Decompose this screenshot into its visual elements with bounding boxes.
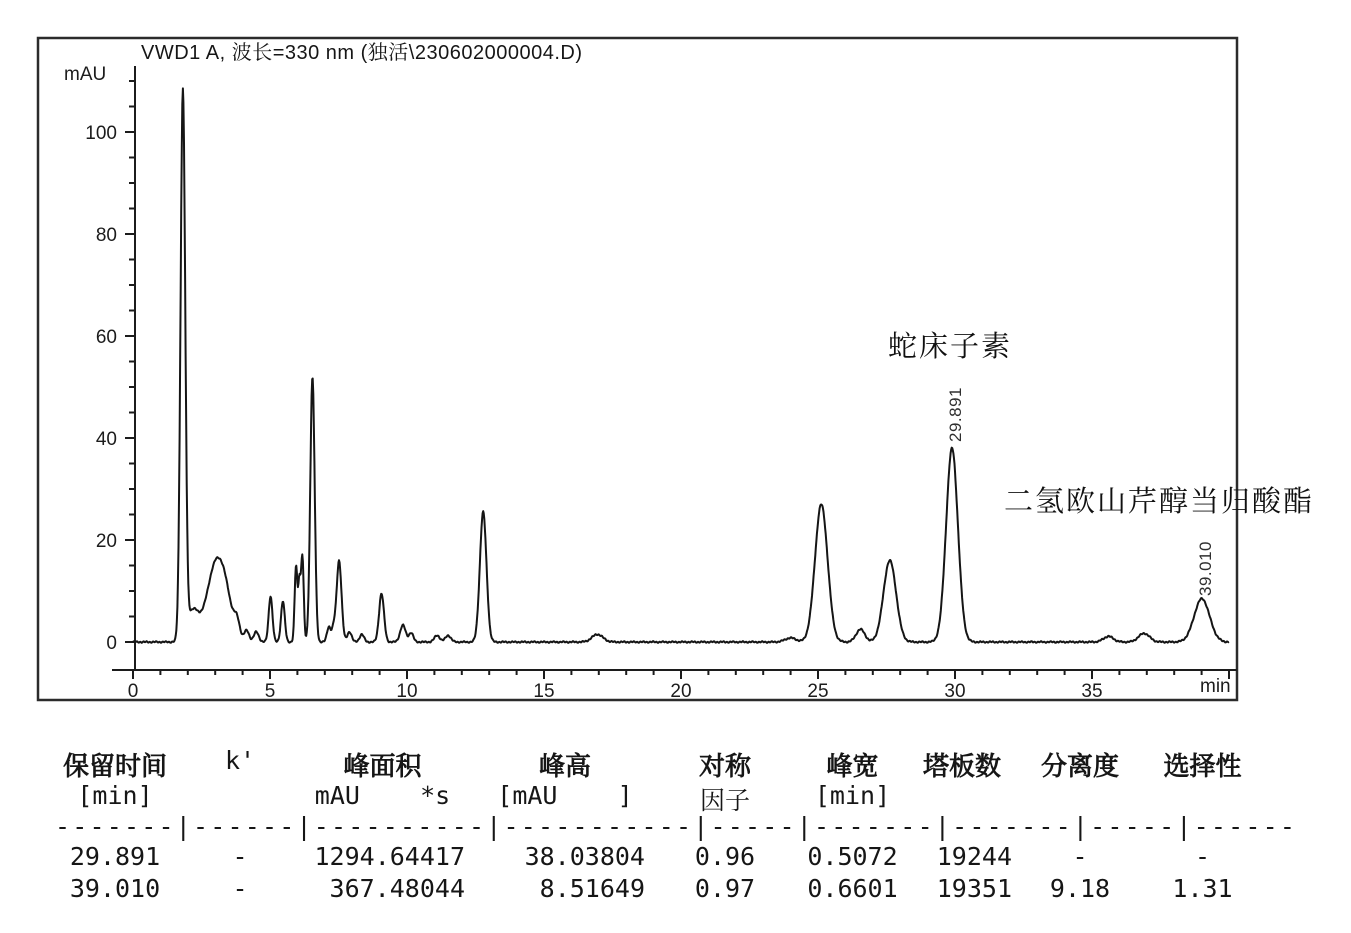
table-subheader: [mAU ] (497, 781, 633, 810)
table-cell: - (1072, 842, 1088, 871)
table-header: 保留时间 (62, 752, 167, 781)
compound-annotation-columbianadin: 二氢欧山芹醇当归酸酯 (1004, 486, 1315, 518)
x-tick-label: 15 (533, 681, 555, 702)
table-subheader: [min] (814, 781, 891, 810)
y-tick-label: 60 (95, 327, 117, 348)
table-header: k' (224, 746, 256, 775)
table-cell: 9.18 (1049, 874, 1111, 903)
table-cell: - (1194, 842, 1211, 871)
x-tick-label: 10 (396, 681, 418, 702)
table-cell: 38.03804 (524, 842, 645, 871)
table-cell: 0.6601 (807, 874, 898, 903)
x-tick-label: 30 (944, 681, 966, 702)
table-header: 峰高 (538, 752, 591, 781)
y-tick-label: 80 (95, 225, 117, 246)
table-separator-line: -------|------|----------|-----------|-----|-------|-------|-----|------ (55, 812, 1298, 841)
table-subheader: mAU *s (314, 781, 451, 810)
table-header: 对称 (698, 752, 751, 781)
table-cell: - (232, 874, 248, 903)
compound-annotation-osthole: 蛇床子素 (888, 331, 1013, 363)
y-axis-unit-label: mAU (64, 64, 107, 85)
y-tick-label: 100 (85, 123, 117, 144)
table-cell: 19244 (936, 842, 1012, 871)
table-cell: 0.5072 (807, 842, 898, 871)
table-cell: 19351 (936, 874, 1012, 903)
table-header: 峰面积 (343, 752, 422, 781)
table-cell: 1294.64417 (314, 842, 465, 871)
table-header: 选择性 (1163, 752, 1242, 781)
x-tick-label: 5 (264, 681, 276, 702)
table-header: 分离度 (1040, 752, 1119, 781)
peak-retention-time-label-2: 39.010 (1196, 541, 1215, 596)
y-tick-label: 20 (95, 531, 117, 552)
table-cell: - (232, 842, 248, 871)
table-cell: 1.31 (1172, 874, 1233, 903)
x-tick-label: 20 (670, 681, 692, 702)
table-cell: 8.51649 (539, 874, 645, 903)
x-tick-label: 25 (807, 681, 829, 702)
y-tick-label: 40 (95, 429, 117, 450)
table-subheader: [min] (77, 781, 153, 810)
x-tick-label: 0 (127, 681, 139, 702)
table-subheader: 因子 (699, 786, 750, 815)
table-cell: 0.97 (694, 874, 756, 903)
peak-retention-time-label-1: 29.891 (946, 387, 965, 442)
table-cell: 367.48044 (329, 874, 465, 903)
y-tick-label: 0 (106, 633, 117, 654)
table-header: 塔板数 (922, 752, 1001, 781)
chart-title: VWD1 A, 波长=330 nm (独活\230602000004.D) (141, 42, 583, 64)
table-cell: 29.891 (69, 842, 161, 871)
table-cell: 0.96 (694, 842, 756, 871)
table-header: 峰宽 (826, 752, 879, 781)
table-cell: 39.010 (69, 874, 161, 903)
x-tick-label: 35 (1081, 681, 1103, 702)
x-axis-unit-label: min (1200, 676, 1231, 697)
